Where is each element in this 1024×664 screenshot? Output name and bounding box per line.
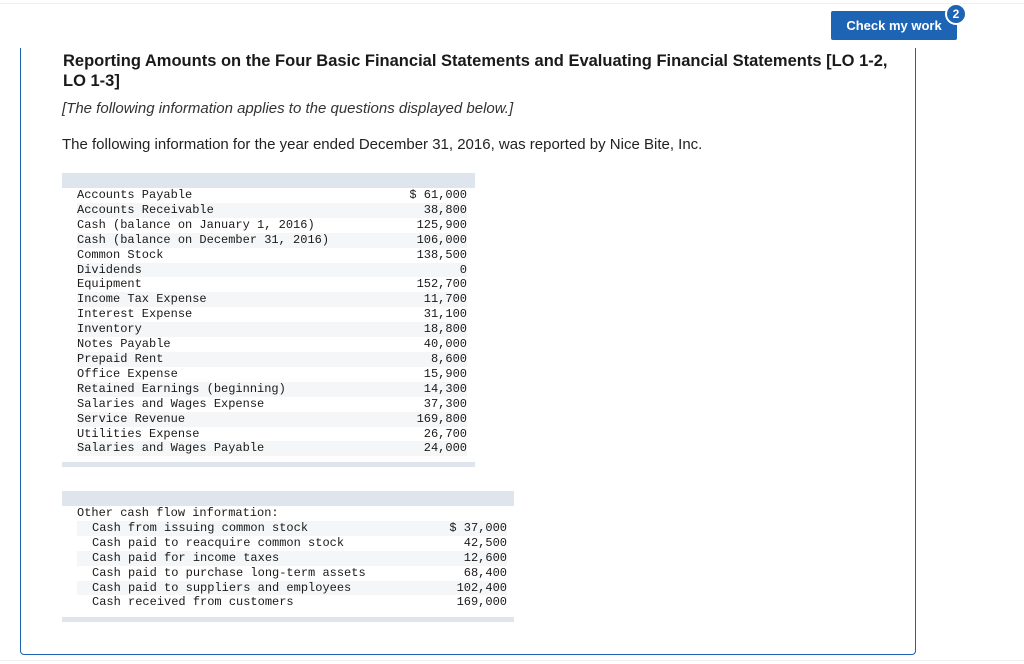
top-divider (0, 3, 1024, 4)
cash-flow-label: Cash paid to reacquire common stock (92, 535, 345, 550)
account-label: Interest Expense (77, 307, 193, 322)
account-label: Retained Earnings (beginning) (77, 382, 397, 397)
table-row (77, 581, 507, 596)
account-value: 15,900 (423, 366, 467, 381)
account-value: 18,800 (397, 322, 467, 337)
account-label: Office Expense (77, 366, 178, 381)
account-value: 152,700 (416, 277, 467, 292)
account-value: 14,300 (397, 382, 467, 397)
account-value: 169,800 (397, 412, 467, 427)
table-row (77, 566, 507, 581)
account-value: 125,900 (416, 217, 467, 232)
cash-flow-table-top-band (62, 491, 514, 506)
accounts-table (77, 188, 467, 456)
cash-flow-value: 102,400 (422, 581, 507, 596)
cash-flow-value: 42,500 (463, 535, 507, 550)
bottom-divider (0, 660, 1024, 661)
table-row (77, 427, 467, 442)
table-row (77, 263, 467, 278)
cash-flow-value: $ 37,000 (422, 521, 507, 536)
account-label: Cash (balance on January 1, 2016) (77, 217, 315, 232)
account-value: 31,100 (423, 307, 467, 322)
account-value: 24,000 (397, 441, 467, 456)
account-label: Common Stock (77, 247, 164, 262)
accounts-table-bottom-band (62, 462, 475, 467)
cash-flow-value: 68,400 (463, 565, 507, 580)
account-value: 40,000 (423, 337, 467, 352)
cash-flow-table (77, 506, 507, 610)
table-row (77, 218, 467, 233)
account-value: 38,800 (397, 203, 467, 218)
account-value: $ 61,000 (409, 188, 467, 202)
table-row (77, 352, 467, 367)
cash-flow-value: 12,600 (422, 551, 507, 566)
account-label: Service Revenue (77, 412, 397, 427)
table-row (77, 337, 467, 352)
account-value: 26,700 (423, 426, 467, 441)
account-value: 37,300 (423, 396, 467, 411)
intro-text: The following information for the year ended December 31, 2016, was reported by Nice Bite, Inc. (62, 136, 703, 153)
table-row (77, 203, 467, 218)
account-value: 138,500 (416, 247, 467, 262)
account-label: Equipment (77, 277, 142, 292)
table-row (77, 412, 467, 427)
table-row (77, 367, 467, 382)
account-label: Salaries and Wages Expense (77, 396, 265, 411)
table-row (77, 536, 507, 551)
account-value: 11,700 (397, 292, 467, 307)
table-row (77, 397, 467, 412)
table-row (77, 382, 467, 397)
table-row (77, 441, 467, 456)
account-label: Salaries and Wages Payable (77, 441, 397, 456)
table-row (77, 277, 467, 292)
account-label: Dividends (77, 263, 397, 278)
account-label: Accounts Payable (77, 188, 193, 202)
table-row (77, 307, 467, 322)
question-title: Reporting Amounts on the Four Basic Financial Statements and Evaluating Financial Statements [LO 1-2, LO 1-3] (63, 52, 888, 90)
account-label: Inventory (77, 322, 397, 337)
accounts-table-top-band (62, 173, 475, 188)
cash-flow-label: Cash paid to suppliers and employees (77, 581, 422, 596)
account-value: 8,600 (397, 352, 467, 367)
account-value: 0 (397, 263, 467, 278)
attempts-badge: 2 (945, 3, 967, 25)
table-row (77, 551, 507, 566)
table-row (77, 322, 467, 337)
check-my-work-button[interactable]: Check my work (831, 11, 957, 40)
account-label: Utilities Expense (77, 426, 200, 441)
cash-flow-label: Cash paid for income taxes (77, 551, 422, 566)
table-row (77, 292, 467, 307)
instruction-note: [The following information applies to the questions displayed below.] (62, 100, 514, 117)
table-row (77, 233, 467, 248)
cash-flow-heading: Other cash flow information: (77, 506, 279, 520)
account-label: Notes Payable (77, 337, 171, 352)
cash-flow-table-bottom-band (62, 617, 514, 622)
cash-flow-label: Cash from issuing common stock (77, 521, 422, 536)
cash-flow-label: Cash received from customers (92, 595, 294, 610)
table-row (77, 248, 467, 263)
account-label: Income Tax Expense (77, 292, 397, 307)
cash-flow-label: Cash paid to purchase long-term assets (92, 565, 366, 580)
account-label: Prepaid Rent (77, 352, 397, 367)
account-label: Accounts Receivable (77, 203, 397, 218)
account-label: Cash (balance on December 31, 2016) (77, 233, 397, 248)
account-value: 106,000 (397, 233, 467, 248)
table-heading-row (77, 506, 507, 521)
table-row (77, 188, 467, 203)
cash-flow-value: 169,000 (456, 595, 507, 610)
table-row (77, 595, 507, 610)
table-row (77, 521, 507, 536)
